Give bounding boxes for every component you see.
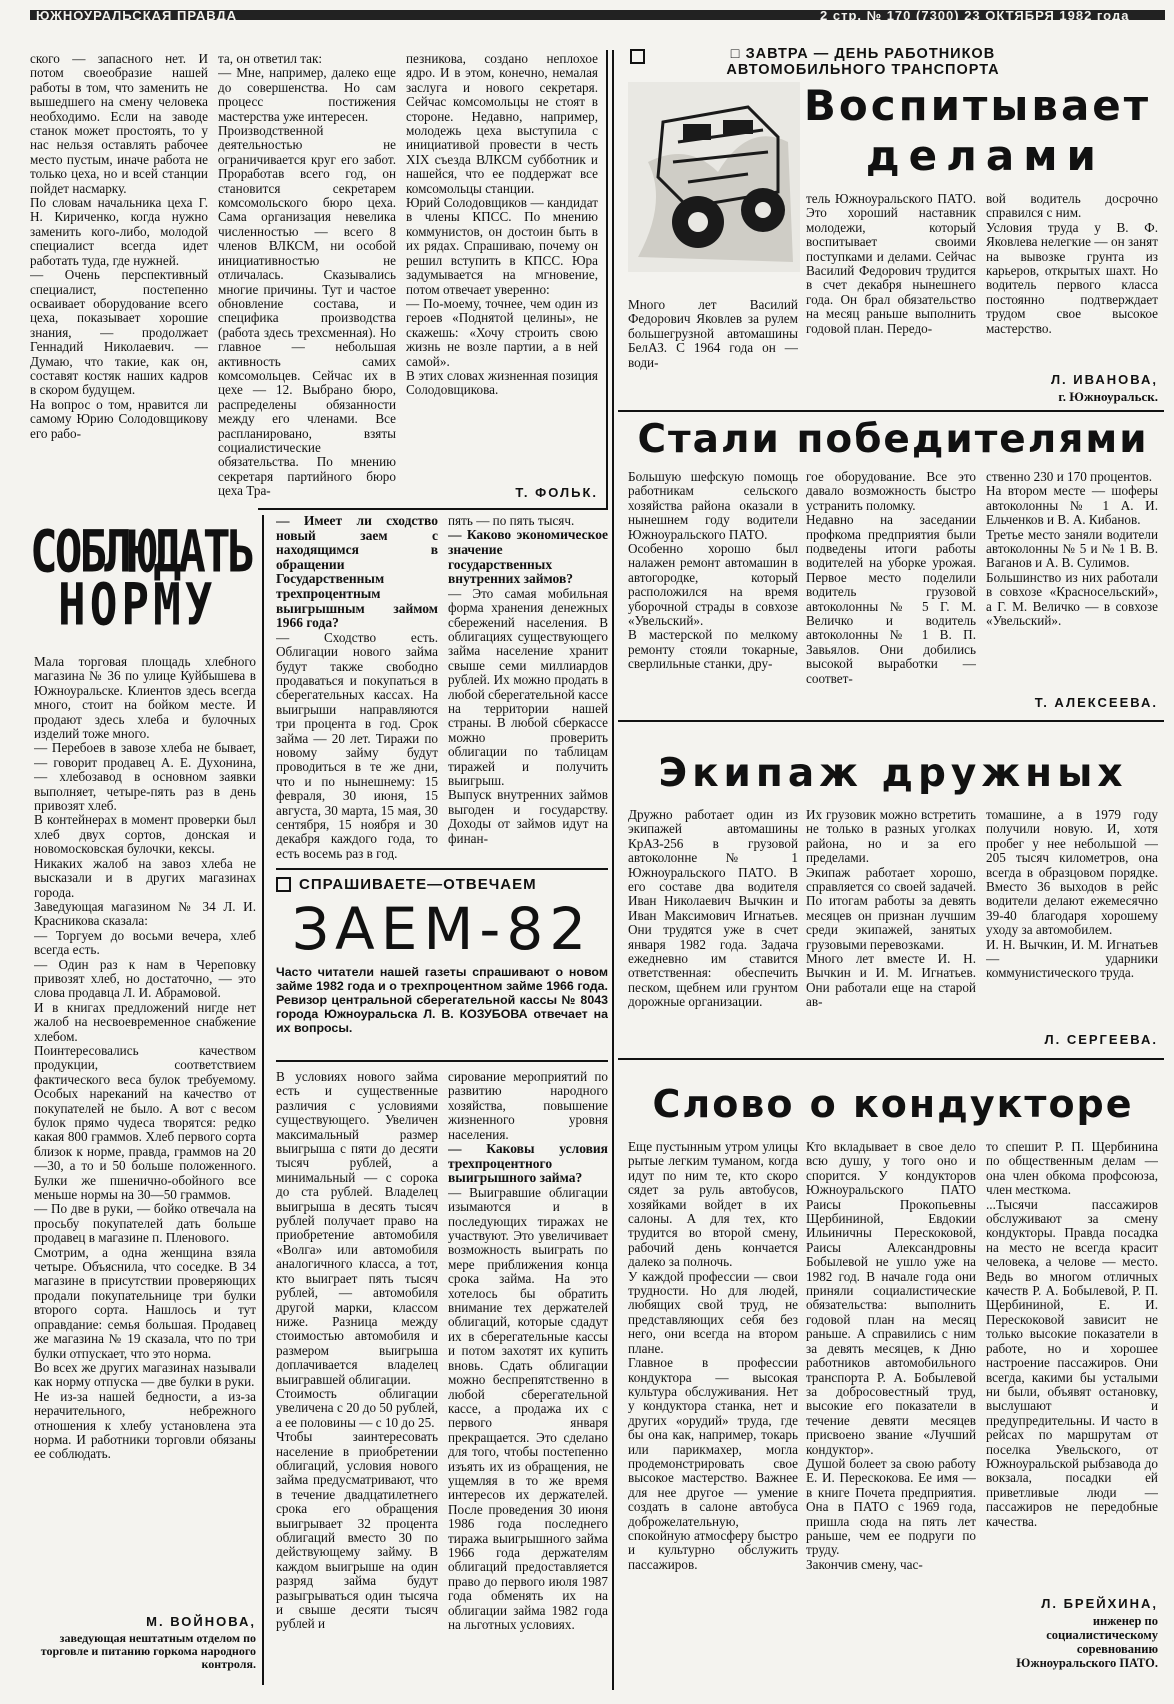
- crew-col2: Их грузовик можно встретить не только в разных уголках района, но и за его пределами. Экипаж работает хорошо, справляется со своей задачей. По итогам работы за девять месяцев он признан лучшим среди экипажей, занятых грузовыми перевозками. Много лет вместе И. Н. Вычкин и И. М. Игнатьев. Они работали еще на старой ав-: [806, 808, 976, 1010]
- deeds-caption: Много лет Василий Федорович Яковлев за рулем большегрузной автомашины БелАЗ. С 1964 года он — води-: [628, 298, 798, 370]
- masthead-title: ЮЖНОУРАЛЬСКАЯ ПРАВДА: [36, 8, 238, 23]
- norm-right-rule: [262, 515, 264, 1685]
- norm-signature-note: заведующая нештатным отделом по торговле и питанию горкома народного контроля.: [40, 1632, 256, 1671]
- qa-bottom-col2-answer: — Выигравшие облигации изымаются и в последующих тиражах не участвуют. Это увеличивает возможность выиграть по мере приближения конца срока займа. На это хотелось бы обратить внимание тех держателей облигаций, которые сдадут их в сберегательные кассы и потом захотят их купить вновь. Сдать облигации можно беспрепятственно в любой сберегательной кассе, а продажа их с первого января прекращается. Это сделано для того, чтобы постепенно изъять их из обращения, не ущемляя в то же время интересов их держателей. После проведения 30 июня 1986 года последнего тиража выигрышного займа 1966 года держателям облигаций предоставляется право до первого июля 1987 года обменять их на облигации займа 1982 года на льготных условиях.: [448, 1184, 608, 1632]
- deeds-signature: Л. ИВАНОВА,: [1050, 372, 1158, 387]
- qa-bottom-col2-lead: — Каковы условия трехпроцентного выигрышного займа?: [448, 1141, 608, 1186]
- conductor-col2: Кто вкладывает в свое дело всю душу, у того оно и спорится. У кондукторов Южноуральского ПАТО Раисы Прокопьевны Щербининой, Евдокии Ильиничны Перескоковой, Раисы Александровны Бобылевой не ушло уже на 1982 год. В начале года они приняли социалистические обязательства: выполнить годовой план на месяц раньше. А справились с ним за девять месяцев, к Дню работников автомобильного транспорта Р. А. Бобылевой за добросовестный труд, высокие его показатели в течение девяти месяцев присвоено звание «Лучший кондуктор». Душой болеет за свою работу Е. И. Перескокова. Ее имя — в книге Почета предприятия. Она в ПАТО с 1969 года, пришла сюда на пять лет раньше, чем ее подруги по труду. Закончив смену, час-: [806, 1140, 976, 1572]
- winners-headline: Стали победителями: [637, 417, 1149, 462]
- crew-col1: Дружно работает один из экипажей автомашины КрАЗ-256 в грузовой автоколонне № 1 Южноуральского ПАТО. В его составе два водителя Иван Николаевич Вычкин и Иван Максимович Игнатьев. Они трудятся уже в счет января 1982 года. Задача ежедневно им ставится ответственная: обеспечить песком, щебнем или грунтом дорожные организации.: [628, 808, 798, 1010]
- deeds-headline-line1: Воспитывает: [803, 82, 1152, 130]
- top-article-col2: та, он ответил так: — Мне, например, далеко еще до совершенства. Но сам процесс постижения мастерства уже интересен. Производственной деятельностью не ограничивается круг его забот. Проработав всего год, он становится секретарем комсомольского бюро цеха. Сама организация невелика численностью — всего 8 членов ВЛКСМ, ни особой инициативностью не отличалась. Сказывались многие причины. Тут и частое обновление состава, и специфика производства (работа здесь трехсменная). Но главное — небольшая активность самих комсомольцев. Сейчас их в цехе — 12. Выбрано бюро, распределены обязанности между его членами. Все распланировано, взяты социалистические обязательства. По мнению секретаря партийного бюро цеха Тра-: [218, 52, 396, 499]
- qa-top-col2-lead: — Каково экономическое значение государственных внутренних займов?: [448, 527, 608, 587]
- qa-bottom-col1: В условиях нового займа есть и существенные различия с условиями существующего. Увеличен максимальный размер выигрыша с пяти до десяти тысяч рублей, а минимальный — с сорока до ста рублей. Владелец выигрыша в десять тысяч рублей получает право на приобретение автомобиля «Волга» или автомобиля аналогичного класса, а тот, кто выиграет пять тысяч рублей, — автомобиля другой марки, классом ниже. Разница между стоимостью автомобиля и размером выигрыша доплачивается владелец выигравшей облигации. Стоимость облигации увеличена с 20 до 50 рублей, а ее половины — с 10 до 25. Чтобы заинтересовать население в приобретении облигаций, условия нового займа предусматривают, что в течение двадцатилетнего срока его обращения выигрывает 32 процента облигаций вместо 30 по действующему займу. В каждом выигрыше на один разряд займа будут разыгрываться один тысяча и свыше десяти тысяч рублей и: [276, 1070, 438, 1632]
- square-bullet-icon: [276, 877, 291, 892]
- truck-photo-icon: [628, 82, 800, 272]
- top-article-col1: ского — запасного нет. И потом своеобразие нашей работы в том, что заменить не вышедшего на смену человека необходимо. Если на заводе станок может простоять, то у нас нельзя оставлять рабочее место пустым, иначе работа не только цеха, но и всей станции пойдет насмарку. По словам начальника цеха Г. Н. Кириченко, когда нужно заменить кого-либо, молодой специалист всегда идет работать туда, где нужней. — Очень перспективный специалист, постепенно осваивает оборудование всего цеха, показывает хорошие знания, — продолжает Геннадий Николаевич. — Думаю, что такие, как он, составят костяк наших кадров в скором будущем. На вопрос о том, нравится ли самому Юрию Солодовщикову его рабо-: [30, 52, 208, 441]
- qa-top-col1-lead: — Имеет ли сходство новый заем с находящимся в обращении Государственным трехпроцентным выигрышным займом 1966 года?: [276, 514, 438, 631]
- crew-col3: томашине, а в 1979 году получили новую. И, хотя пробег у нее небольшой — 205 тысяч километров, она всегда в образцовом порядке. Вместо 36 выходов в рейс водители делают ежемесячно 39-40 благодаря хорошему уходу за автомобилем. И. Н. Вычкин, И. М. Игнатьев — ударники коммунистического труда.: [986, 808, 1158, 981]
- right-banner: [630, 46, 1160, 80]
- qa-header-bottom-rule: [276, 1060, 608, 1062]
- qa-header: [276, 876, 608, 1054]
- conductor-headline: Слово о кондукторе: [652, 1082, 1134, 1126]
- qa-top-col2-answer: — Это самая мобильная форма хранения денежных сбережений населения. В облигациях существующего займа население хранит свыше семи миллиардов рублей. Их можно продать в любой сберегательной кассе на территории нашей страны. В любой сберкассе можно проверить облигации по таблицам тиражей и получить выигрыш. Выпуск внутренних займов выгоден и государству. Доходы от займов идут на финан-: [448, 585, 608, 846]
- qa-top-col1-answer: — Сходство есть. Облигации нового займа будут также свободно продаваться и покупаться в сберегательных кассах. На выигрыши направляются три процента в год. Срок займа — 20 лет. Тиражи по новому займу будут проводиться в те же дни, что и по нынешнему: 15 февраля, 30 июня, 15 августа, 30 марта, 15 мая, 30 сентября, 15 ноября и 30 декабря каждого года, то есть восемь раз в год.: [276, 629, 438, 860]
- norm-headline-line1: СОБЛЮДАТЬ: [30, 517, 253, 585]
- winners-col3: ственно 230 и 170 процентов. На втором месте — шоферы автоколонны № 1 А. И. Ельченков и В. А. Кибанов. Третье место заняли водители автоколонны № 5 и № 1 В. В. Ваганов и А. В. Сулимов. Большинство из них работали в совхозе «Красносельский», а Г. М. Величко — в совхозе «Увельский».: [986, 470, 1158, 629]
- conductor-signature: Л. БРЕЙХИНА,: [1041, 1596, 1158, 1611]
- deeds-col2: тель Южноуральского ПАТО. Это хороший наставник молодежи, который воспитывает своими поступками и делами. Сейчас Василий Федорович трудится в счет декабря нынешнего года. Он брал обязательство на месяц раньше выполнить годовой план. Передо-: [806, 192, 976, 336]
- winners-signature: Т. АЛЕКСЕЕВА.: [1034, 695, 1158, 710]
- deeds-photo: [628, 82, 800, 272]
- norm-signature: М. ВОЙНОВА,: [146, 1614, 256, 1629]
- conductor-signature-note: инженер по социалистическому соревнованию Южноуральского ПАТО.: [1016, 1614, 1158, 1670]
- deeds-headline-line2: делами: [865, 131, 1105, 180]
- crew-bottom-rule: [618, 1058, 1164, 1060]
- qa-bottom-col2: [448, 1070, 608, 1695]
- deeds-signature-note: г. Южноуральск.: [1058, 389, 1158, 404]
- winners-bottom-rule: [618, 720, 1164, 722]
- norm-body: Мала торговая площадь хлебного магазина № 36 по улице Куйбышева в Южноуральске. Клиентов здесь всегда много, стоит на бойком месте. И продают здесь хлеба и булочных изделий тоже много. — Перебоев в завозе хлеба не бывает, — говорит продавец А. Е. Духонина, — хлебозавод в основном заявки выполняет, четыре-пять раз в день привозят хлеб. В контейнерах в момент проверки был хлеб двух сортов, донская и новомосковская булочки, кексы. Никаких жалоб на завоз хлеба не высказали и в других магазинах города. Заведующая магазином № 34 Л. И. Красникова сказала: — Торгуем до восьми вечера, хлеб всегда есть. — Один раз к нам в Череповку привозят хлеб, но достаточно, — это слова продавца Л. И. Абрамовой. И в книгах предложений нигде нет жалоб на несвоевременное снабжение хлебом. Поинтересовались качеством продукции, соответствием фактического веса булок требуемому. Особых нареканий на качество от покупателей не было. А вот с весом булок прямо чудеса творятся: редко какая 800 граммов. Хлеб первого сорта близок к норме, правда, граммов на 20—30, а то и 50 больше положенного. Булки же пшенично-обойного все меньше нормы на 30—50 граммов. — По две в руки, — бойко отвечала на просьбу покупателей дать больше продавец в магазине п. Пленового. Смотрим, а одна женщина взяла четыре. Объяснила, что соседке. В 34 магазине в присутствии проверяющих продали покупательнице три булки второго сорта. Нашлось и тут оправдание: семья большая. Продавец же магазина № 19 сказала, что по три булки отпускает, что это норма. Во всех же других магазинах называли как норму отпуска — две булки в руки. Не из-за нашей бедности, а из-за нерачительного, небрежного отношения к хлебу установлена эта норма. И работники торговли обязаны ее соблюдать.: [34, 655, 256, 1462]
- qa-title: ЗАЕМ-82: [291, 895, 593, 963]
- qa-top-col2-pre: пять — по пять тысяч.: [448, 514, 575, 528]
- qa-rubric: СПРАШИВАЕТЕ—ОТВЕЧАЕМ: [299, 876, 537, 893]
- norm-headline-line2: НОРМУ: [58, 570, 217, 638]
- crew-signature: Л. СЕРГЕЕВА.: [1044, 1032, 1158, 1047]
- right-banner-rubric: □ ЗАВТРА — ДЕНЬ РАБОТНИКОВ АВТОМОБИЛЬНОГО ТРАНСПОРТА: [726, 46, 1000, 78]
- conductor-col1: Еще пустынным утром улицы рытые легким туманом, когда идут по ним те, кто скоро сядет за руль автобусов, хозяйками войдет в их салоны. А для тех, кто трудится во второй смену, рабочий день кончается далеко за полночь. У каждой профессии — свои трудности. Но для людей, любящих свой труд, не представляющих себя без него, они всегда на втором плане. Главное в профессии кондуктора — высокая культура обслуживания. Нет у кондуктора станка, нет и других «орудий» труда, где бы она как, например, токарь или парикмахер, могла продемонстрировать свое высокое мастерство. Важнее для нее другое — умение создать в салоне автобуса доброжелательную, спокойную атмосферу быстро и культурно обслужить пассажиров.: [628, 1140, 798, 1572]
- deeds-col3: вой водитель досрочно справился с ним. Условия труда у В. Ф. Яковлева нелегкие — он занят на вывозке грунта из карьеров, открытых шахт. Но водитель первого класса постоянно подтверждает трудом свое высокое мастерство.: [986, 192, 1158, 336]
- masthead-issue: 2 стр. № 170 (7300) 23 ОКТЯБРЯ 1982 года: [820, 8, 1130, 23]
- winners-col1: Большую шефскую помощь работникам сельского хозяйства района оказали в нынешнем году водители Южноуральского ПАТО. Особенно хорошо был налажен ремонт автомашин в автогородке, который расположился на время уборочной страды в совхозе «Увельский». В мастерской по мелкому ремонту стояли токарные, сверлильные станки, дру-: [628, 470, 798, 672]
- masthead-bar: [0, 0, 1174, 36]
- square-bullet-icon: [630, 49, 645, 64]
- top-article-right-rule: [606, 50, 608, 510]
- top-article-bottom-rule: [258, 508, 608, 510]
- qa-right-rule: [612, 50, 614, 1690]
- deeds-headline: [800, 82, 1155, 187]
- norm-headline: [30, 515, 260, 655]
- conductor-col3: то спешит Р. П. Щербинина по общественным делам — она член обкома профсоюза, член месткома. ...Тысячи пассажиров обслуживают за смену кондукторы. Правда посадка на место не всегда красит человека, а челове — место. Ведь во многом отличных качеств Р. А. Бобылевой, Р. П. Щербининой, Е. И. Перескоковой зависит не только высокие показатели в работе, но и хорошее настроение пассажиров. Они всегда, какими бы усталыми ни были, объявят остановку, выслушают и предупредительны. И часто в рейсах по маршрутам от поселка Увельского, от Южноуральской рыбзавода до вокзала, посадки ей приветливые люди — пассажиров не передобные качества.: [986, 1140, 1158, 1529]
- qa-top-col2: [448, 514, 608, 860]
- qa-header-top-rule: [276, 868, 608, 870]
- crew-headline: Экипаж дружных: [658, 751, 1128, 796]
- qa-intro: Часто читатели нашей газеты спрашивают о новом займе 1982 года и о трехпроцентном займе 1966 года. Ревизор центральной сберегательной кассы № 8043 города Южноуральска Л. В. КОЗУБОВА отвечает на их вопросы.: [276, 965, 608, 1035]
- qa-top-col1: [276, 514, 438, 860]
- top-article-col3: пезникова, создано неплохое ядро. И в этом, конечно, немалая заслуга и нового секретаря. Сейчас комсомольцы не стоят в стороне. Недавно, например, молодежь цеха выступила с инициативой провести в честь XIX съезда ВЛКСМ субботник и нашейся, что ее поддержат все комсомольцы станции. Юрий Солодовщиков — кандидат в члены КПСС. По мнению коммунистов, он достоин быть в их рядах. Спрашиваю, почему он решил вступить в КПСС. Юра задумывается на мгновение, потом отвечает уверенно: — По-моему, точнее, чем один из героев «Поднятой целины», не скажешь: «Хочу строить свою жизнь не возле партии, а в ней самой». В этих словах жизненная позиция Солодовщикова.: [406, 52, 598, 398]
- qa-rubric-row: [276, 876, 608, 893]
- winners-col2: гое оборудование. Все это давало возможность быстро устранить поломку. Недавно на заседании профкома предприятия были подведены итоги работы водителей на уборке урожая. Первое место поделили водитель грузовой автоколонны № 5 Г. М. Величко и водитель автоколонны № 1 В. П. Завьялов. Они добились высокой выработки — соответ-: [806, 470, 976, 686]
- top-article-signature: Т. ФОЛЬК.: [515, 485, 598, 500]
- qa-bottom-col2-pre: сирование мероприятий по развитию народного хозяйства, повышение жизненного уровня населения.: [448, 1070, 608, 1142]
